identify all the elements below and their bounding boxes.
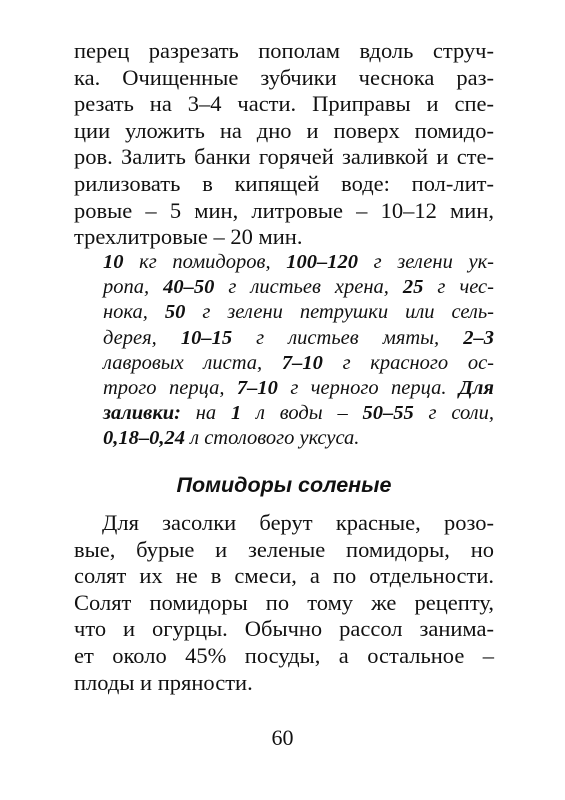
ingredient-line: [103, 376, 494, 401]
ingredient-text: г зелени петрушки или сель-: [185, 301, 495, 324]
ingredient-amount: 40–50: [163, 276, 215, 299]
ingredient-text: лавровых листа,: [103, 351, 282, 374]
text-line: плоды и пряности.: [74, 669, 253, 695]
page-number: 60: [271, 725, 294, 750]
ingredient-amount: заливки:: [103, 402, 181, 425]
ingredient-line: [103, 300, 494, 325]
ingredient-text: л столового уксуса.: [185, 427, 360, 450]
ingredient-line: [103, 351, 494, 376]
ingredient-amount: 0,18–0,24: [103, 427, 185, 450]
ingredients-list: [103, 250, 494, 452]
paragraph-bottom: [74, 510, 494, 696]
ingredient-text: нока,: [103, 301, 165, 324]
ingredient-amount: 1: [230, 402, 242, 425]
text-line: резать на 3–4 части. Приправы и спе-: [74, 91, 494, 117]
paragraph-top: [74, 38, 494, 251]
ingredient-text: ропа,: [103, 276, 164, 299]
text-line: Для засолки берут красные, розо-: [102, 510, 494, 535]
text-line: рилизовать в кипящей воде: пол-лит-: [74, 170, 494, 196]
text-line: ров. Залить банки горячей заливкой и сте-: [74, 144, 494, 170]
ingredient-amount: 7–10: [236, 377, 278, 400]
ingredient-text: г зелени ук-: [357, 251, 494, 273]
ingredient-line: [103, 250, 494, 275]
ingredient-text: л воды –: [241, 402, 363, 425]
text-line: ет около 45% посуды, а остальное –: [74, 642, 494, 668]
ingredient-text: г листьев хрена,: [214, 276, 403, 299]
ingredient-amount: Для: [458, 377, 494, 400]
ingredient-amount: 2–3: [463, 326, 494, 349]
ingredient-amount: 100–120: [286, 251, 358, 273]
ingredient-line: [103, 275, 494, 300]
text-line: трехлитровые – 20 мин.: [74, 224, 303, 250]
ingredient-text: г красного ос-: [322, 351, 495, 374]
text-line: солят их не в смеси, а по отдельности.: [74, 563, 494, 589]
text-line: Солят помидоры по тому же рецепту,: [74, 589, 494, 615]
ingredient-text: г листьев мяты,: [232, 326, 464, 349]
text-line: вые, бурые и зеленые помидоры, но: [74, 536, 494, 562]
ingredient-text: кг помидоров,: [123, 251, 287, 273]
ingredient-amount: 10: [103, 251, 124, 273]
ingredient-amount: 25: [402, 276, 424, 299]
ingredient-line: [103, 401, 494, 426]
text-line: ровые – 5 мин, литровые – 10–12 мин,: [74, 197, 494, 223]
ingredient-text: трого перца,: [103, 377, 237, 400]
ingredient-line: [103, 426, 494, 451]
ingredient-amount: 10–15: [180, 326, 233, 349]
ingredient-amount: 7–10: [281, 351, 323, 374]
text-line: перец разрезать пополам вдоль струч-: [74, 38, 494, 63]
ingredient-text: дерея,: [103, 326, 181, 349]
text-line: что и огурцы. Обычно рассол занима-: [74, 616, 494, 642]
section-heading: Помидоры соленые: [176, 473, 392, 497]
ingredient-amount: 50–55: [362, 402, 414, 425]
ingredient-line: [103, 326, 494, 351]
ingredient-text: г черного перца.: [277, 377, 459, 400]
ingredient-text: г соли,: [413, 402, 494, 425]
text-line: ка. Очищенные зубчики чеснока раз-: [74, 64, 494, 90]
text-line: ции уложить на дно и поверх помидо-: [74, 117, 494, 143]
ingredient-text: г чес-: [423, 276, 494, 299]
ingredient-text: на: [180, 402, 231, 425]
ingredient-amount: 50: [164, 301, 186, 324]
